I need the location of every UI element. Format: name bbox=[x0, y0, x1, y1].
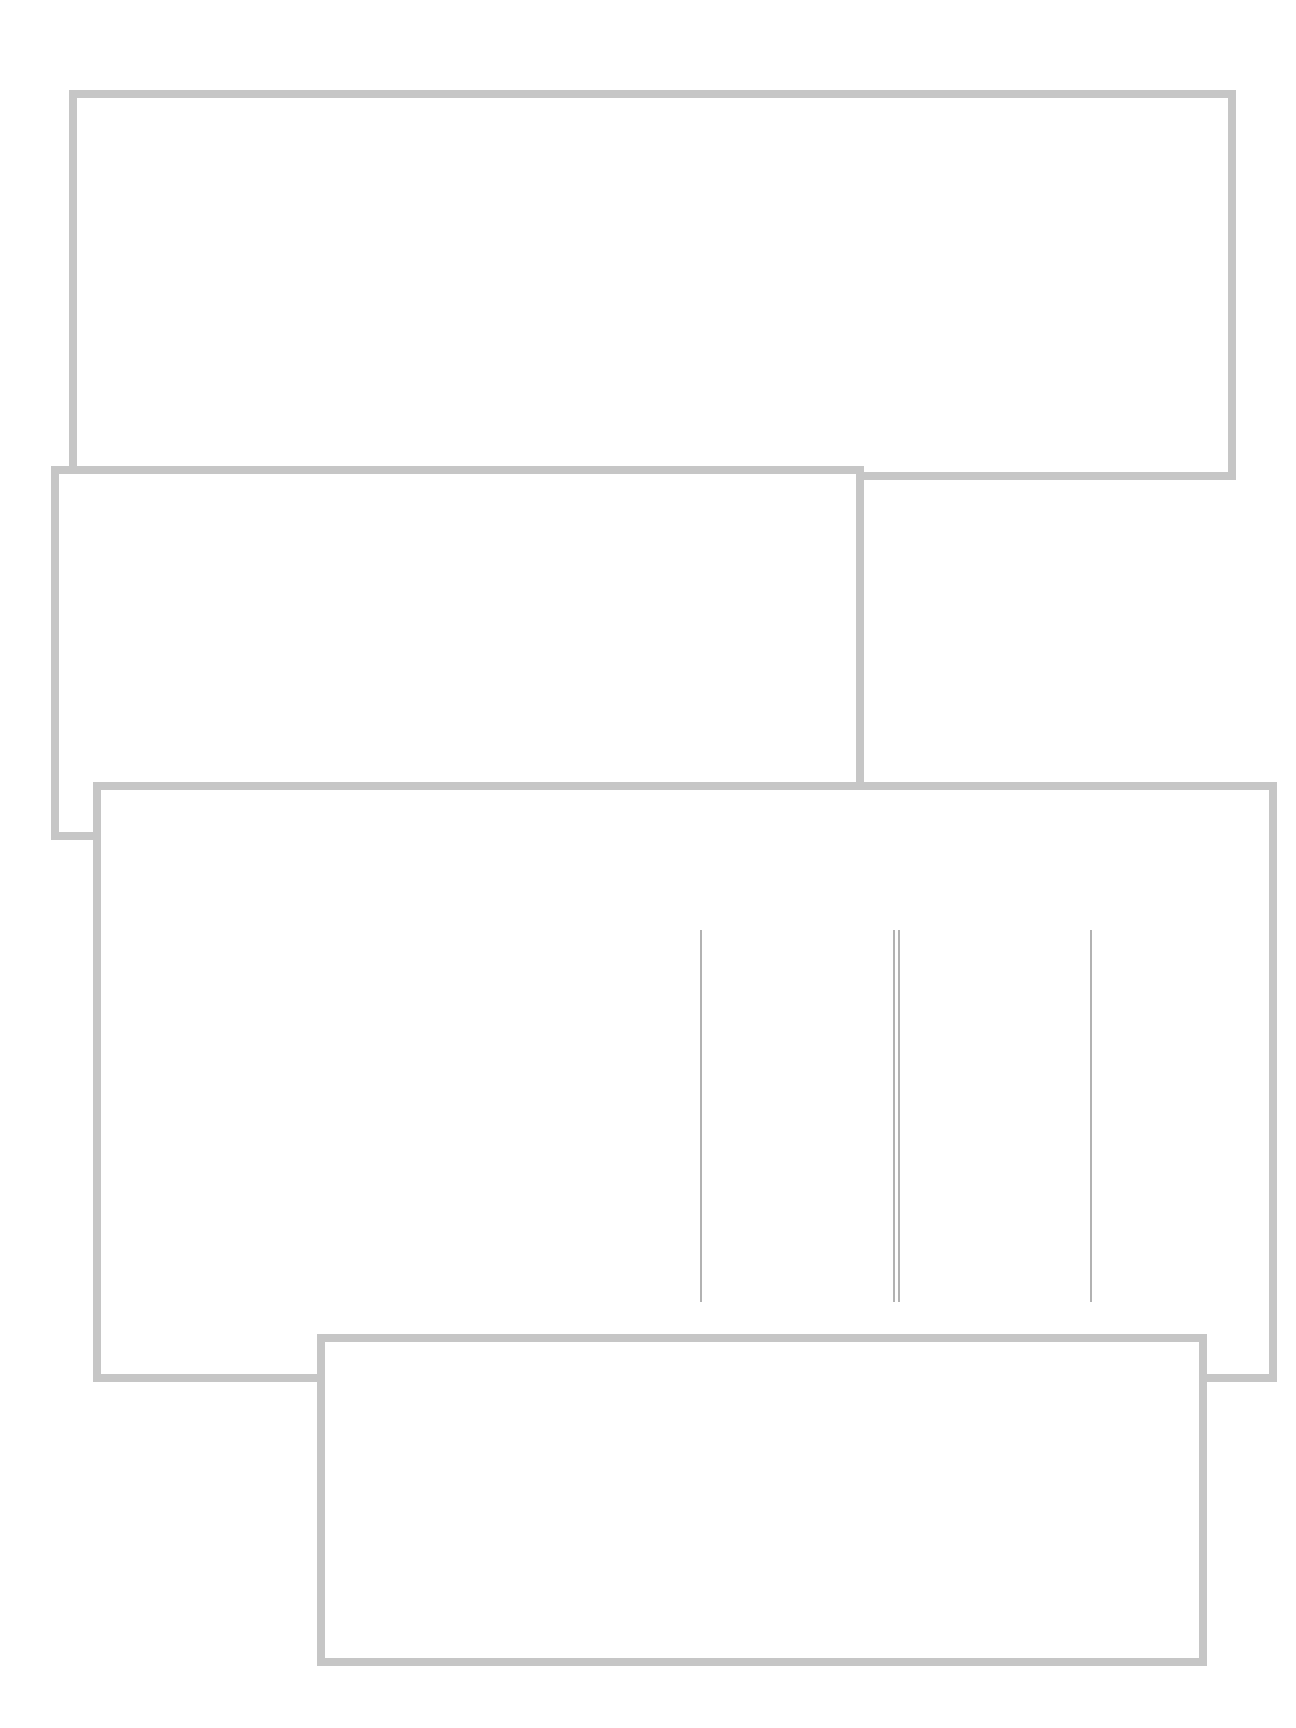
key-column-dividers bbox=[690, 930, 1100, 1302]
eighth-triplet-staff bbox=[488, 255, 1188, 335]
beaming-staff bbox=[78, 660, 808, 740]
dotted-rule bbox=[746, 74, 1236, 84]
sixteenth-triplet-staff bbox=[488, 368, 1188, 448]
fretboard-diagram bbox=[800, 1380, 1120, 1620]
running-header bbox=[740, 40, 1240, 88]
key-signatures-description bbox=[146, 854, 518, 882]
quarter-triplet-staff bbox=[488, 140, 1188, 220]
